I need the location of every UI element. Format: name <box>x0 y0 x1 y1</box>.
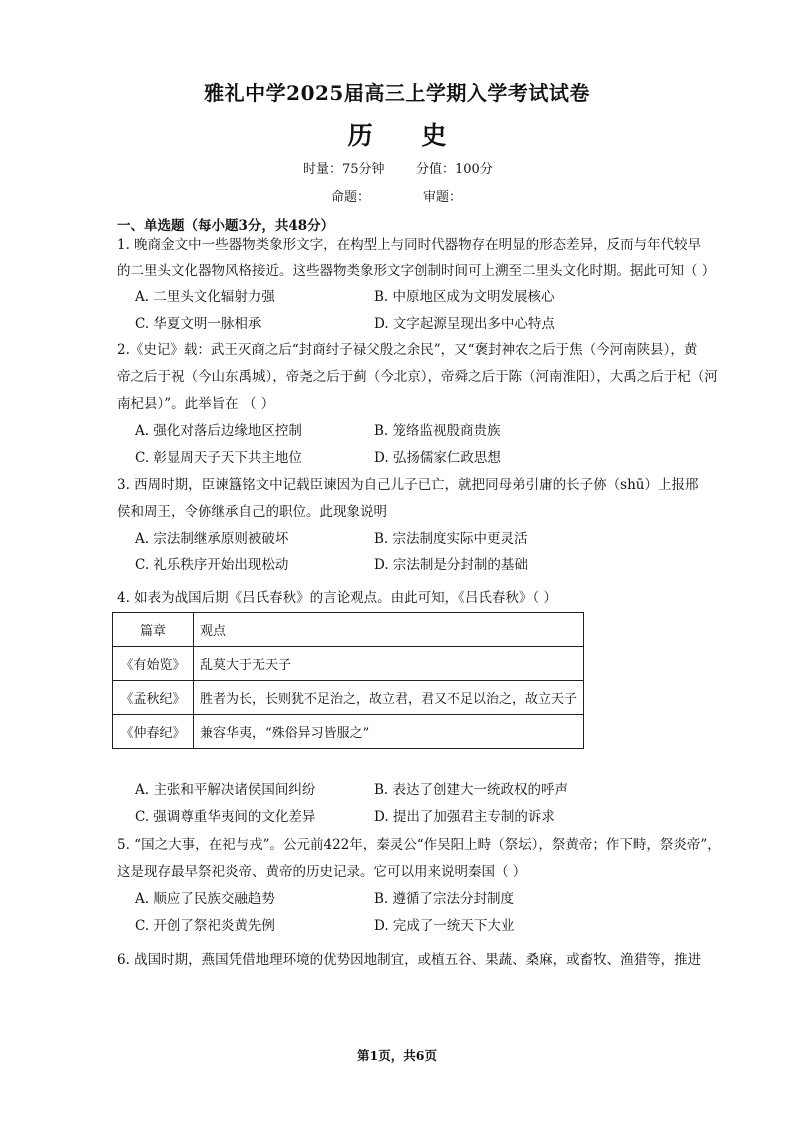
question-4-option-b: B. 表达了创建大一统政权的呼声 <box>374 782 569 798</box>
question-1-option-c: C. 华夏文明一脉相承 <box>135 316 262 332</box>
question-1-line-2: 的二里头文化器物风格接近。这些器物类象形文字创制时间可上溯至二里头文化时期。据此可知（ ） <box>117 263 716 279</box>
question-4-option-d: D. 提出了加强君主专制的诉求 <box>374 809 555 825</box>
table-cell: 《有始览》 <box>113 647 194 681</box>
question-1-option-a: A. 二里头文化辐射力强 <box>135 289 275 305</box>
question-2-line-3: 南杞县）”。此举旨在 （ ） <box>117 396 275 412</box>
question-3-option-a: A. 宗法制继承原则被破坏 <box>135 531 289 547</box>
table-cell: 胜者为长，长则犹不足治之，故立君，君又不足以治之，故立天子 <box>193 681 583 715</box>
question-4-table <box>112 612 584 749</box>
table-row <box>113 681 584 715</box>
table-header-cell: 观点 <box>193 613 583 647</box>
question-5-option-a: A. 顺应了民族交融趋势 <box>135 891 275 907</box>
question-3-option-d: D. 宗法制是分封制的基础 <box>374 557 528 573</box>
exam-reviewer: 审题： <box>423 190 463 205</box>
table-row <box>113 647 584 681</box>
table-cell: 兼容华夷，“殊俗异习皆服之” <box>193 715 583 749</box>
table-row <box>113 715 584 749</box>
question-3-option-b: B. 宗法制度实际中更灵活 <box>374 531 528 547</box>
question-1-option-d: D. 文字起源呈现出多中心特点 <box>374 316 555 332</box>
question-2-option-a: A. 强化对落后边缘地区控制 <box>135 423 302 439</box>
question-4-line-1: 4. 如表为战国后期《吕氏春秋》的言论观点。由此可知，《吕氏春秋》（ ） <box>117 590 557 606</box>
table-cell: 乱莫大于无天子 <box>193 647 583 681</box>
exam-score: 分值：100分 <box>416 162 493 177</box>
table-cell: 《孟秋纪》 <box>113 681 194 715</box>
question-1-line-1: 1. 晚商金文中一些器物类象形文字，在构型上与同时代器物存在明显的形态差异，反而与年代较早 <box>117 237 702 253</box>
question-5-option-d: D. 完成了一统天下大业 <box>374 918 515 934</box>
question-4-option-a: A. 主张和平解决诸侯国间纠纷 <box>135 782 316 798</box>
table-header-cell: 篇章 <box>113 613 194 647</box>
question-2-line-1: 2.《史记》载：武王灭商之后“封商纣子禄父殷之余民”，又“褒封神农之后于焦（今河南陕县），黄 <box>117 342 698 358</box>
question-3-line-1: 3. 西周时期，臣谏簋铭文中记载臣谏因为自己儿子已亡，就把同母弟引庸的长子㑊（shū）上报邢 <box>117 477 699 493</box>
question-6-line-1: 6. 战国时期，燕国凭借地理环境的优势因地制宜，或植五谷、果蔬、桑麻，或畜牧、渔猎等，推进 <box>117 952 702 968</box>
question-2-option-b: B. 笼络监视殷商贵族 <box>374 423 501 439</box>
section-heading: 一、单选题（每小题3分，共48分） <box>117 218 335 234</box>
subject-title: 历 史 <box>347 121 467 150</box>
question-2-option-c: C. 彰显周天子天下共主地位 <box>135 450 302 466</box>
question-2-line-2: 帝之后于祝（今山东禹城），帝尧之后于蓟（今北京），帝舜之后于陈（河南淮阳），大禹之后于杞（河 <box>117 369 718 385</box>
question-3-line-2: 侯和周王，令㑊继承自己的职位。此现象说明 <box>117 504 387 520</box>
question-2-option-d: D. 弘扬儒家仁政思想 <box>374 450 501 466</box>
exam-author: 命题： <box>331 190 371 205</box>
question-5-line-2: 这是现存最早祭祀炎帝、黄帝的历史记录。它可以用来说明秦国（ ） <box>117 864 527 880</box>
table-header-row <box>113 613 584 647</box>
question-4-option-c: C. 强调尊重华夷间的文化差异 <box>135 809 316 825</box>
question-3-option-c: C. 礼乐秩序开始出现松动 <box>135 557 289 573</box>
question-5-line-1: 5. “国之大事，在祀与戎”。公元前422年，秦灵公“作吴阳上畤（祭坛），祭黄帝；作下畤，祭炎帝”， <box>117 837 721 853</box>
question-5-option-b: B. 遵循了宗法分封制度 <box>374 891 515 907</box>
question-1-option-b: B. 中原地区成为文明发展核心 <box>374 289 555 305</box>
question-5-option-c: C. 开创了祭祀炎黄先例 <box>135 918 275 934</box>
page-footer: 第1页，共6页 <box>357 1048 437 1063</box>
exam-time: 时量：75分钟 <box>303 162 385 177</box>
exam-title: 雅礼中学2025届高三上学期入学考试试卷 <box>204 81 590 105</box>
table-cell: 《仲春纪》 <box>113 715 194 749</box>
